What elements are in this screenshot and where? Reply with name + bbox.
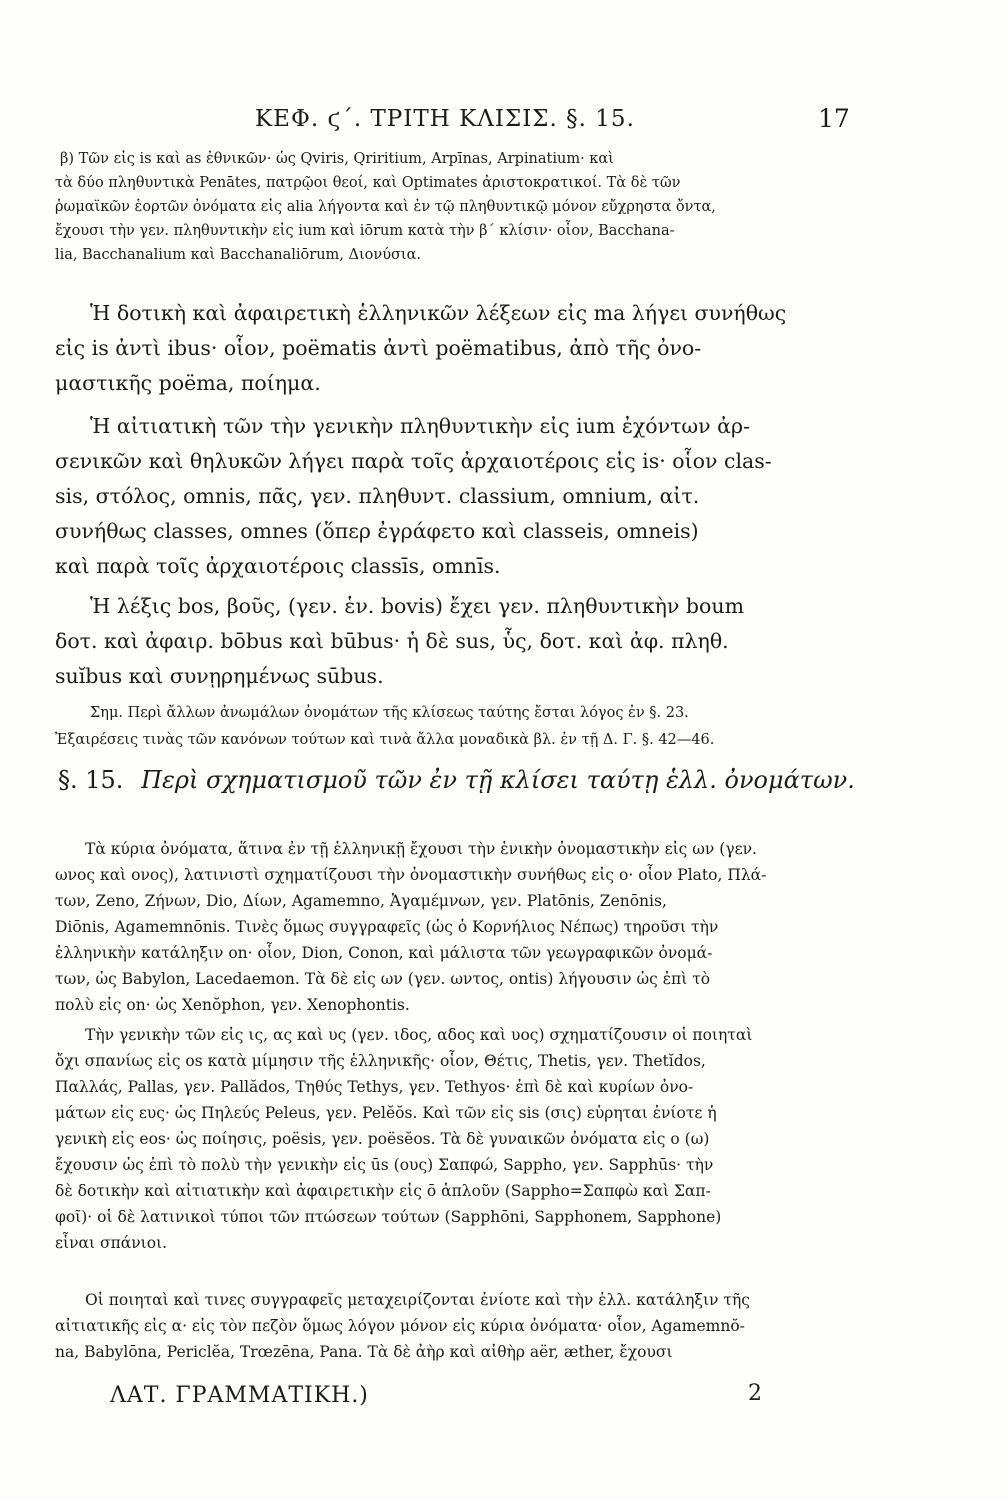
text-line: των, ὡς Babylon, Lacedaemon. Τὰ δὲ εἰς ων (γεν. ωντος, ontis) λήγουσιν ὡς ἐπὶ τὸ xyxy=(55,970,711,988)
text-line: sis, στόλος, omnis, πᾶς, γεν. πληθυντ. classium, omnium, αἰτ. xyxy=(55,484,700,508)
section-number: §. 15. xyxy=(58,766,124,794)
page-number: 17 xyxy=(818,104,850,133)
text-line: Ἡ αἰτιατικὴ τῶν τὴν γενικὴν πληθυντικὴν εἰς ium ἐχόντων ἀρ- xyxy=(90,414,750,438)
text-line: ἔχουσι τὴν γεν. πληθυντικὴν εἰς ium καὶ iōrum κατὰ τὴν β΄ κλίσιν· οἷον, Bacchana- xyxy=(55,223,675,239)
text-line: β) Τῶν εἰς is καὶ as ἐθνικῶν· ὡς Qviris, Qriritium, Arpīnas, Arpinatium· καὶ xyxy=(60,151,614,167)
text-line: ἔχουσιν ὡς ἐπὶ τὸ πολὺ τὴν γενικὴν εἰς ūs (ους) Σαπφώ, Sappho, γεν. Sapphūs· τὴν xyxy=(55,1156,714,1174)
note-line: Ἐξαιρέσεις τινὰς τῶν κανόνων τούτων καὶ τινὰ ἄλλα μοναδικὰ βλ. ἐν τῇ Δ. Γ. §. 42—46. xyxy=(55,732,715,748)
text-line: lia, Bacchanalium καὶ Bacchanaliōrum, Διονύσια. xyxy=(55,247,422,263)
running-header-title: ΚΕΦ. ϛ΄. ΤΡΙΤΗ ΚΛΙΣΙΣ. §. 15. xyxy=(255,106,635,132)
text-line: πολὺ εἰς on· ὡς Xenŏphon, γεν. Xenophontis. xyxy=(55,996,410,1014)
text-line: δὲ δοτικὴν καὶ αἰτιατικὴν καὶ ἀφαιρετικὴν εἰς ō ἁπλοῦν (Sappho=Σαπφὼ καὶ Σαπ- xyxy=(55,1182,711,1200)
text-line: suĭbus καὶ συνῃρημένως sūbus. xyxy=(55,664,384,688)
footer-signature-number: 2 xyxy=(748,1381,763,1406)
text-line: Ἡ λέξις bos, βοῦς, (γεν. ἑν. bovis) ἔχει γεν. πληθυντικὴν boum xyxy=(90,594,745,618)
note-line: Σημ. Περὶ ἄλλων ἀνωμάλων ὀνομάτων τῆς κλίσεως ταύτης ἔσται λόγος ἐν §. 23. xyxy=(90,705,689,721)
section-title: Περὶ σχηματισμοῦ τῶν ἐν τῇ κλίσει ταύτῃ ἑλλ. ὀνομάτων. xyxy=(141,766,855,794)
text-line: των, Zeno, Ζήνων, Dio, Δίων, Agamemno, Ἀγαμέμνων, γεν. Platōnis, Zenōnis, xyxy=(55,892,667,910)
text-line: φοῖ)· οἱ δὲ λατινικοὶ τύποι τῶν πτώσεων τούτων (Sapphōni, Sapphonem, Sapphone) xyxy=(55,1208,722,1226)
text-line: σενικῶν καὶ θηλυκῶν λήγει παρὰ τοῖς ἀρχαιοτέροις εἰς is· οἷον clas- xyxy=(55,449,772,473)
section-heading xyxy=(58,768,855,792)
text-line: Τὴν γενικὴν τῶν εἰς ις, ας καὶ υς (γεν. ιδος, αδος καὶ υος) σχηματίζουσιν οἱ ποιηταὶ xyxy=(85,1026,753,1044)
text-line: δοτ. καὶ ἀφαιρ. bōbus καὶ būbus· ἡ δὲ sus, ὗς, δοτ. καὶ ἀφ. πληθ. xyxy=(55,629,729,653)
text-line: Ἡ δοτικὴ καὶ ἀφαιρετικὴ ἑλληνικῶν λέξεων εἰς ma λήγει συνήθως xyxy=(90,301,787,325)
text-line: γενικὴ εἰς eos· ὡς ποίησις, poësis, γεν. poësĕos. Τὰ δὲ γυναικῶν ὀνόματα εἰς ο (ω) xyxy=(55,1130,710,1148)
text-line: τὰ δύο πληθυντικὰ Penātes, πατρῷοι θεοί, καὶ Optimates ἀριστοκρατικοί. Τὰ δὲ τῶν xyxy=(55,175,681,191)
text-line: μάτων εἰς ευς· ὡς Πηλεύς Peleus, γεν. Pelĕŏs. Καὶ τῶν εἰς sis (σις) εὑρηται ἐνίοτε ἡ xyxy=(55,1104,717,1122)
text-line: εἰς is ἀντὶ ibus· οἷον, poëmatis ἀντὶ poëmatibus, ἀπὸ τῆς ὀνο- xyxy=(55,336,702,360)
text-line: ῥωμαϊκῶν ἑορτῶν ὀνόματα εἰς alia λήγοντα καὶ ἐν τῷ πληθυντικῷ μόνον εὔχρηστα ὄντα, xyxy=(55,199,716,215)
text-line: μαστικῆς poëma, ποίημα. xyxy=(55,371,321,395)
text-line: na, Babylōna, Periclĕa, Trœzēna, Pana. Τὰ δὲ ἀὴρ καὶ αἰθὴρ aër, æther, ἔχουσι xyxy=(55,1343,673,1361)
text-line: Τὰ κύρια ὀνόματα, ἅτινα ἐν τῇ ἑλληνικῇ ἔχουσι τὴν ἑνικὴν ὀνομαστικὴν εἰς ων (γεν. xyxy=(85,840,757,858)
footer-signature: ΛΑΤ. ΓΡΑΜΜΑΤΙΚΗ.) xyxy=(110,1383,369,1408)
text-line: εἶναι σπάνιοι. xyxy=(55,1234,168,1252)
text-line: Παλλάς, Pallas, γεν. Pallădos, Τηθύς Tethys, γεν. Tethyos· ἐπὶ δὲ καὶ κυρίων ὀνο- xyxy=(55,1078,694,1096)
text-line: συνήθως classes, omnes (ὅπερ ἐγράφετο καὶ classeis, omneis) xyxy=(55,519,699,543)
text-line: αἰτιατικῆς εἰς α· εἰς τὸν πεζὸν ὅμως λόγον μόνον εἰς κύρια ὀνόματα· οἷον, Agamemnŏ- xyxy=(55,1317,745,1335)
text-line: Diōnis, Agamemnōnis. Τινὲς ὅμως συγγραφεῖς (ὡς ὁ Κορνήλιος Νέπως) τηροῦσι τὴν xyxy=(55,918,719,936)
text-line: ὄχι σπανίως εἰς os κατὰ μίμησιν τῆς ἑλληνικῆς· οἷον, Θέτις, Thetis, γεν. Thetĭdos, xyxy=(55,1052,706,1070)
text-line: ἑλληνικὴν κατάληξιν on· οἷον, Dion, Conon, καὶ μάλιστα τῶν γεωγραφικῶν ὀνομά- xyxy=(55,944,713,962)
text-line: Οἱ ποιηταὶ καὶ τινες συγγραφεῖς μεταχειρίζονται ἐνίοτε καὶ τὴν ἑλλ. κατάληξιν τῆς xyxy=(85,1291,750,1309)
text-line: ωνος καὶ ονος), λατινιστὶ σχηματίζουσι τὴν ὀνομαστικὴν συνήθως εἰς o· οἷον Plato, Πλά- xyxy=(55,866,767,884)
text-line: καὶ παρὰ τοῖς ἀρχαιοτέροις classīs, omnīs. xyxy=(55,554,501,578)
